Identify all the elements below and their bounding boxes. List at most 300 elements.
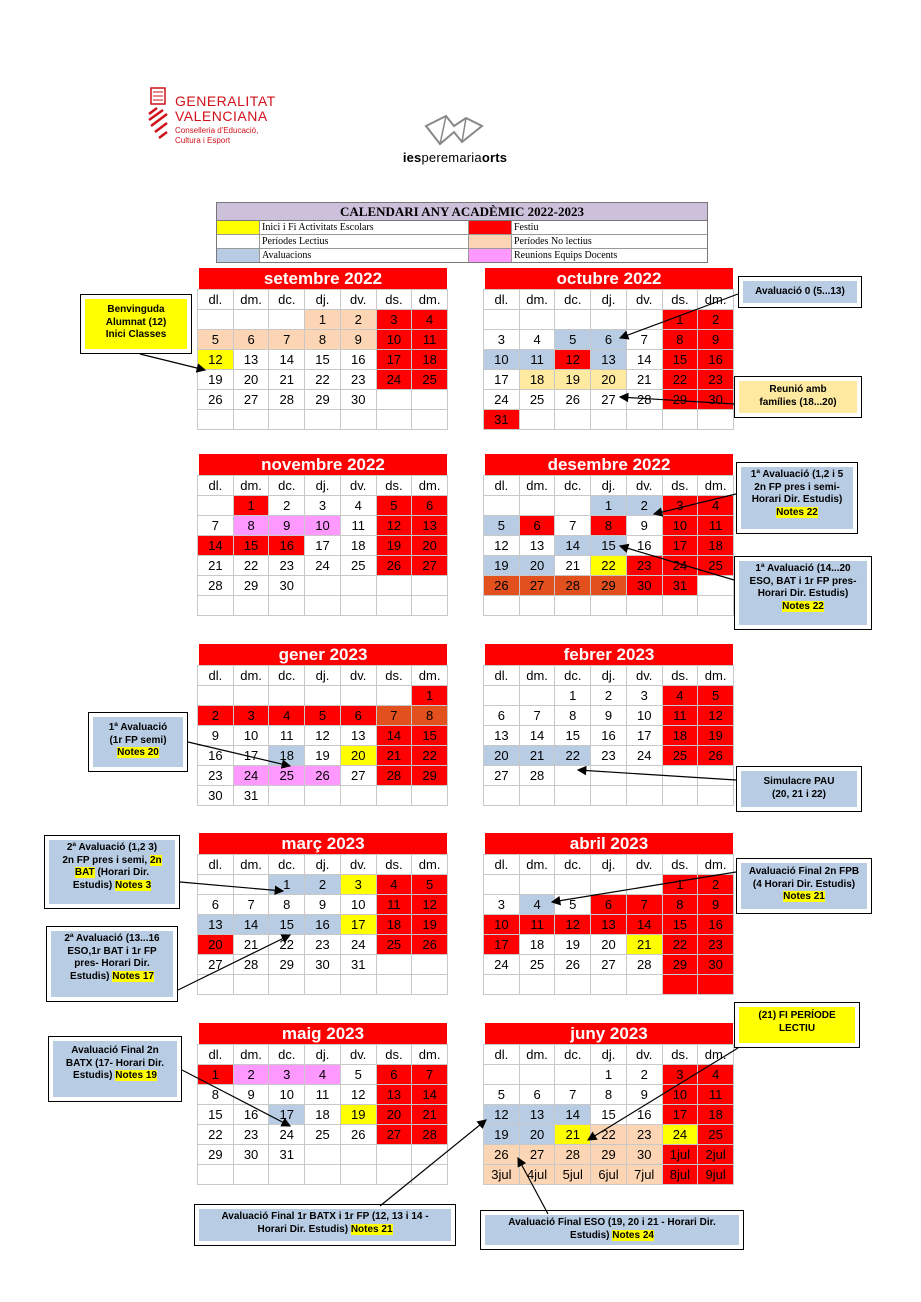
day-cell: 8 [590, 515, 627, 536]
day-cell: 22 [662, 369, 699, 390]
day-cell: 28 [554, 575, 591, 596]
weekday-header: dm. [697, 854, 734, 875]
day-cell: 29 [590, 575, 627, 596]
day-cell [197, 495, 234, 516]
day-cell: 21 [554, 1124, 591, 1145]
day-cell: 23 [233, 1124, 270, 1145]
day-cell: 24 [662, 1124, 699, 1145]
day-cell [590, 595, 627, 616]
day-cell: 17 [626, 725, 663, 746]
day-cell: 2 [340, 309, 377, 330]
day-cell: 6 [519, 515, 556, 536]
day-cell: 27 [340, 765, 377, 786]
day-cell: 3 [376, 309, 413, 330]
day-cell: 2 [626, 495, 663, 516]
day-cell: 10 [483, 349, 520, 370]
day-cell: 25 [519, 389, 556, 410]
weekday-header: dj. [590, 1044, 627, 1065]
day-cell: 27 [411, 555, 448, 576]
weekday-header: ds. [662, 475, 699, 496]
day-cell: 1 [554, 685, 591, 706]
day-cell [554, 765, 591, 786]
day-cell: 13 [590, 349, 627, 370]
weekday-header: dj. [590, 854, 627, 875]
weekday-header: dc. [554, 854, 591, 875]
day-cell: 9 [340, 329, 377, 350]
day-cell: 22 [268, 934, 305, 955]
weekday-header: dl. [483, 289, 520, 310]
weekday-header: dj. [304, 475, 341, 496]
day-cell: 25 [662, 745, 699, 766]
day-cell: 15 [554, 725, 591, 746]
day-cell: 9 [590, 705, 627, 726]
day-cell: 26 [697, 745, 734, 766]
day-cell: 1 [662, 874, 699, 895]
day-cell: 2 [697, 874, 734, 895]
month-calendar [198, 643, 448, 806]
day-cell: 21 [268, 369, 305, 390]
day-cell: 16 [304, 914, 341, 935]
day-cell: 31 [340, 954, 377, 975]
day-cell [483, 785, 520, 806]
legend-swatch [469, 221, 512, 234]
legend-swatch [217, 235, 260, 248]
day-cell [411, 409, 448, 430]
day-cell [626, 765, 663, 786]
day-cell: 5 [483, 515, 520, 536]
day-cell [304, 575, 341, 596]
day-cell: 7 [554, 515, 591, 536]
day-cell [233, 595, 270, 616]
day-cell: 16 [626, 535, 663, 556]
day-cell: 13 [197, 914, 234, 935]
day-cell: 13 [590, 914, 627, 935]
weekday-header: ds. [376, 854, 413, 875]
day-cell: 13 [411, 515, 448, 536]
day-cell: 22 [590, 555, 627, 576]
day-cell [519, 309, 556, 330]
day-cell [590, 785, 627, 806]
legend-swatch [217, 221, 260, 234]
arrow-benvinguda [140, 354, 205, 370]
weekday-header: dm. [411, 854, 448, 875]
day-cell [697, 974, 734, 995]
day-cell: 6 [590, 894, 627, 915]
month-calendar [484, 453, 734, 616]
day-cell: 26 [554, 954, 591, 975]
day-cell: 18 [411, 349, 448, 370]
day-cell: 31 [268, 1144, 305, 1165]
day-cell: 27 [483, 765, 520, 786]
day-cell [268, 409, 305, 430]
legend-swatch [469, 235, 512, 248]
day-cell: 1 [590, 495, 627, 516]
weekday-header: dl. [197, 289, 234, 310]
day-cell [340, 575, 377, 596]
day-cell: 30 [697, 389, 734, 410]
day-cell [483, 1064, 520, 1085]
day-cell: 14 [268, 349, 305, 370]
note-fi-periode-lectiu: (21) FI PERÍODE LECTIU [734, 1002, 860, 1048]
day-cell: 8 [554, 705, 591, 726]
day-cell [376, 974, 413, 995]
day-cell: 4 [268, 705, 305, 726]
day-cell: 26 [376, 555, 413, 576]
month-grid [198, 476, 448, 616]
weekday-header: dc. [268, 665, 305, 686]
day-cell: 14 [197, 535, 234, 556]
day-cell: 26 [411, 934, 448, 955]
weekday-header: dl. [483, 1044, 520, 1065]
weekday-header: dv. [626, 854, 663, 875]
day-cell [268, 785, 305, 806]
day-cell: 5 [340, 1064, 377, 1085]
day-cell: 20 [411, 535, 448, 556]
day-cell [197, 309, 234, 330]
legend-swatch [217, 249, 260, 262]
day-cell [376, 409, 413, 430]
weekday-header: dm. [697, 665, 734, 686]
day-cell [304, 595, 341, 616]
day-cell: 15 [197, 1104, 234, 1125]
day-cell: 10 [304, 515, 341, 536]
open-book-icon [422, 112, 486, 148]
day-cell [197, 595, 234, 616]
day-cell: 15 [411, 725, 448, 746]
day-cell: 9 [697, 329, 734, 350]
day-cell: 26 [554, 389, 591, 410]
day-cell [268, 685, 305, 706]
day-cell: 1 [411, 685, 448, 706]
weekday-header: dm. [411, 475, 448, 496]
day-cell: 5 [554, 329, 591, 350]
weekday-header: dm. [233, 289, 270, 310]
note-avaluacio-final-eso: Avaluació Final ESO (19, 20 i 21 - Horari Dir. Estudis) Notes 24 [480, 1210, 744, 1250]
month-title: març 2023 [198, 832, 448, 855]
day-cell: 4 [519, 329, 556, 350]
weekday-header: dj. [304, 289, 341, 310]
day-cell: 23 [304, 934, 341, 955]
day-cell: 29 [662, 389, 699, 410]
weekday-header: dj. [304, 854, 341, 875]
day-cell: 28 [411, 1124, 448, 1145]
day-cell [376, 685, 413, 706]
day-cell [197, 1164, 234, 1185]
day-cell: 14 [626, 349, 663, 370]
day-cell: 9 [626, 1084, 663, 1105]
weekday-header: dm. [519, 289, 556, 310]
day-cell: 7 [268, 329, 305, 350]
day-cell [233, 309, 270, 330]
gv-dept-line1: Conselleria d'Educació, [175, 126, 259, 135]
day-cell: 25 [697, 1124, 734, 1145]
day-cell [662, 595, 699, 616]
day-cell: 13 [519, 1104, 556, 1125]
school-name: iesperemariaorts [402, 150, 508, 165]
day-cell: 1 [304, 309, 341, 330]
day-cell [340, 974, 377, 995]
day-cell: 10 [662, 515, 699, 536]
day-cell: 20 [233, 369, 270, 390]
day-cell: 19 [411, 914, 448, 935]
day-cell: 23 [697, 369, 734, 390]
day-cell: 24 [662, 555, 699, 576]
month-title: juny 2023 [484, 1022, 734, 1045]
month-calendar [484, 643, 734, 806]
day-cell [340, 1164, 377, 1185]
day-cell: 23 [340, 369, 377, 390]
generalitat-logo [147, 86, 287, 152]
day-cell: 22 [233, 555, 270, 576]
weekday-header: dm. [697, 1044, 734, 1065]
day-cell: 3 [483, 894, 520, 915]
day-cell [233, 1164, 270, 1185]
day-cell [233, 685, 270, 706]
day-cell: 3 [340, 874, 377, 895]
day-cell: 30 [340, 389, 377, 410]
weekday-header: dm. [519, 854, 556, 875]
day-cell: 19 [197, 369, 234, 390]
day-cell: 18 [340, 535, 377, 556]
day-cell: 27 [519, 1144, 556, 1165]
day-cell: 3 [626, 685, 663, 706]
month-grid [198, 666, 448, 806]
legend-row [217, 221, 707, 235]
month-title: gener 2023 [198, 643, 448, 666]
day-cell: 15 [590, 1104, 627, 1125]
day-cell [626, 785, 663, 806]
weekday-header: dj. [304, 665, 341, 686]
day-cell [411, 954, 448, 975]
day-cell: 6 [483, 705, 520, 726]
day-cell: 25 [697, 555, 734, 576]
day-cell [304, 409, 341, 430]
note-1a-avaluacio-fp: 1ª Avaluació (1,2 i 5 2n FP pres i semi- Horari Dir. Estudis) Notes 22 [736, 462, 858, 534]
day-cell [376, 1164, 413, 1185]
day-cell: 6 [411, 495, 448, 516]
weekday-header: dc. [554, 665, 591, 686]
weekday-header: dm. [697, 475, 734, 496]
day-cell [483, 595, 520, 616]
day-cell [519, 874, 556, 895]
day-cell [554, 1064, 591, 1085]
day-cell: 4jul [519, 1164, 556, 1185]
legend-label: Inici i Fi Activitats Escolars [260, 221, 469, 234]
note-1a-avaluacio-semi: 1ª Avaluació (1r FP semi) Notes 20 [88, 712, 188, 772]
day-cell: 24 [340, 934, 377, 955]
day-cell: 1 [662, 309, 699, 330]
note-avaluacio-final-1r-batx: Avaluació Final 1r BATX i 1r FP (12, 13 i 14 - Horari Dir. Estudis) Notes 21 [194, 1204, 456, 1246]
note-benvinguda: Benvinguda Alumnat (12) Inici Classes [80, 294, 192, 354]
day-cell [376, 785, 413, 806]
weekday-header: dv. [626, 289, 663, 310]
month-grid [198, 290, 448, 430]
day-cell [590, 974, 627, 995]
day-cell: 17 [376, 349, 413, 370]
day-cell: 27 [376, 1124, 413, 1145]
day-cell: 11 [411, 329, 448, 350]
day-cell [519, 685, 556, 706]
day-cell: 12 [411, 894, 448, 915]
day-cell: 11 [697, 515, 734, 536]
day-cell: 21 [626, 369, 663, 390]
day-cell: 14 [554, 1104, 591, 1125]
day-cell: 22 [590, 1124, 627, 1145]
legend-label: Festiu [514, 222, 539, 233]
weekday-header: dj. [304, 1044, 341, 1065]
day-cell: 5 [304, 705, 341, 726]
day-cell: 10 [483, 914, 520, 935]
day-cell: 16 [590, 725, 627, 746]
day-cell: 25 [340, 555, 377, 576]
day-cell: 26 [483, 1144, 520, 1165]
day-cell: 8jul [662, 1164, 699, 1185]
day-cell: 1 [197, 1064, 234, 1085]
day-cell: 30 [697, 954, 734, 975]
day-cell: 2 [304, 874, 341, 895]
day-cell: 14 [626, 914, 663, 935]
day-cell: 1jul [662, 1144, 699, 1165]
day-cell: 9 [197, 725, 234, 746]
day-cell: 9 [268, 515, 305, 536]
day-cell [483, 685, 520, 706]
day-cell: 17 [340, 914, 377, 935]
day-cell: 9jul [697, 1164, 734, 1185]
day-cell: 15 [233, 535, 270, 556]
day-cell: 2 [233, 1064, 270, 1085]
day-cell: 22 [411, 745, 448, 766]
day-cell: 31 [233, 785, 270, 806]
weekday-header: dv. [626, 1044, 663, 1065]
day-cell: 27 [590, 389, 627, 410]
day-cell: 7 [519, 705, 556, 726]
day-cell [304, 974, 341, 995]
day-cell: 30 [268, 575, 305, 596]
note-1a-avaluacio-eso: 1ª Avaluació (14...20 ESO, BAT i 1r FP pres- Horari Dir. Estudis) Notes 22 [734, 556, 872, 630]
day-cell: 21 [554, 555, 591, 576]
day-cell [519, 785, 556, 806]
day-cell: 4 [519, 894, 556, 915]
month-grid [484, 1045, 734, 1185]
day-cell: 5 [376, 495, 413, 516]
day-cell [626, 595, 663, 616]
day-cell: 16 [268, 535, 305, 556]
day-cell: 10 [340, 894, 377, 915]
month-grid [484, 666, 734, 806]
day-cell: 26 [340, 1124, 377, 1145]
day-cell: 20 [197, 934, 234, 955]
day-cell: 29 [197, 1144, 234, 1165]
day-cell: 7 [626, 329, 663, 350]
month-title: febrer 2023 [484, 643, 734, 666]
weekday-header: dv. [340, 289, 377, 310]
day-cell: 20 [483, 745, 520, 766]
day-cell: 25 [304, 1124, 341, 1145]
legend-row [217, 249, 707, 262]
weekday-header: dm. [411, 289, 448, 310]
day-cell [554, 409, 591, 430]
day-cell: 2 [697, 309, 734, 330]
day-cell: 12 [340, 1084, 377, 1105]
day-cell: 11 [697, 1084, 734, 1105]
school-logo [390, 112, 530, 168]
day-cell: 28 [268, 389, 305, 410]
legend-row [217, 235, 707, 249]
day-cell: 15 [662, 349, 699, 370]
day-cell [268, 974, 305, 995]
day-cell: 26 [197, 389, 234, 410]
day-cell: 14 [376, 725, 413, 746]
day-cell: 30 [626, 575, 663, 596]
weekday-header: dc. [268, 1044, 305, 1065]
day-cell: 27 [233, 389, 270, 410]
day-cell: 4 [340, 495, 377, 516]
day-cell: 5jul [554, 1164, 591, 1185]
weekday-header: ds. [376, 289, 413, 310]
day-cell: 22 [662, 934, 699, 955]
day-cell [340, 1144, 377, 1165]
day-cell: 20 [519, 555, 556, 576]
day-cell [554, 785, 591, 806]
day-cell [626, 309, 663, 330]
day-cell: 19 [483, 1124, 520, 1145]
day-cell [590, 409, 627, 430]
day-cell: 14 [233, 914, 270, 935]
day-cell: 4 [411, 309, 448, 330]
day-cell: 19 [340, 1104, 377, 1125]
day-cell: 13 [376, 1084, 413, 1105]
weekday-header: dc. [554, 475, 591, 496]
day-cell: 20 [590, 369, 627, 390]
day-cell: 29 [268, 954, 305, 975]
day-cell [411, 575, 448, 596]
month-grid [484, 290, 734, 430]
day-cell [483, 309, 520, 330]
weekday-header: dv. [626, 665, 663, 686]
weekday-header: ds. [376, 1044, 413, 1065]
note-2a-avaluacio-eso: 2ª Avaluació (13...16 ESO,1r BAT i 1r FP pres- Horari Dir. Estudis) Notes 17 [46, 926, 178, 1002]
day-cell [197, 974, 234, 995]
day-cell: 2jul [697, 1144, 734, 1165]
day-cell: 11 [304, 1084, 341, 1105]
day-cell: 7jul [626, 1164, 663, 1185]
day-cell [554, 874, 591, 895]
day-cell: 31 [483, 409, 520, 430]
day-cell: 23 [590, 745, 627, 766]
day-cell: 9 [304, 894, 341, 915]
day-cell [304, 1164, 341, 1185]
day-cell [197, 874, 234, 895]
day-cell [697, 785, 734, 806]
day-cell: 29 [304, 389, 341, 410]
day-cell [590, 309, 627, 330]
day-cell [626, 409, 663, 430]
day-cell: 10 [626, 705, 663, 726]
month-calendar [484, 1022, 734, 1185]
day-cell: 11 [376, 894, 413, 915]
day-cell: 22 [554, 745, 591, 766]
legend-label: Períodes No lectius [514, 236, 592, 247]
day-cell: 6 [519, 1084, 556, 1105]
day-cell: 17 [662, 535, 699, 556]
day-cell: 4 [697, 1064, 734, 1085]
day-cell: 8 [268, 894, 305, 915]
day-cell [519, 409, 556, 430]
day-cell [376, 595, 413, 616]
month-calendar [198, 832, 448, 995]
weekday-header: dj. [590, 289, 627, 310]
weekday-header: dj. [590, 665, 627, 686]
